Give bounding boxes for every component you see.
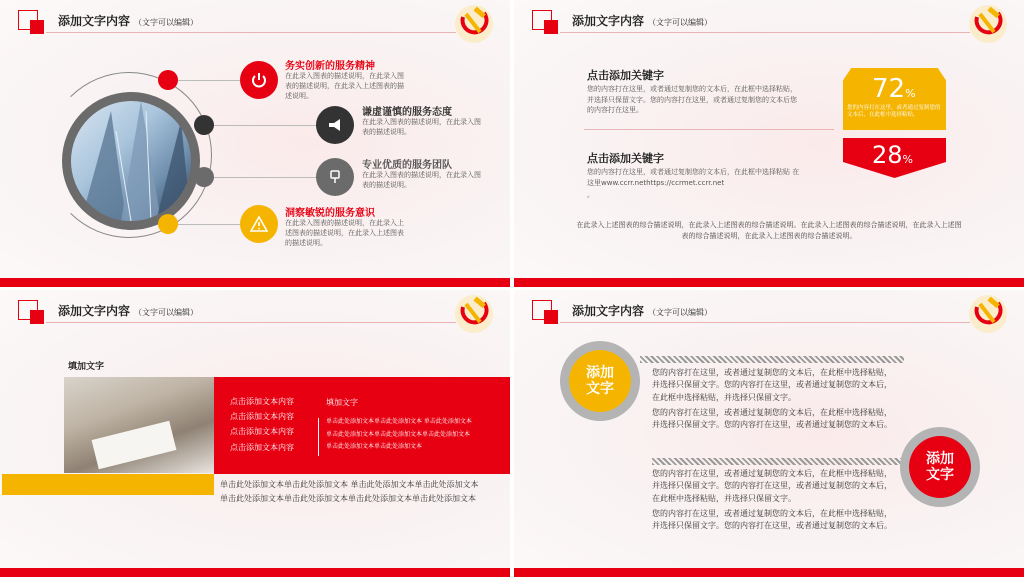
slide-4[interactable] [514, 290, 1024, 577]
header-square-filled [30, 310, 44, 324]
timeline-dot-dark [194, 115, 214, 135]
megaphone-icon [316, 106, 354, 144]
keyword-title-1: 点击添加关键字 [587, 69, 664, 82]
list-item: 点击添加文本内容 [230, 412, 294, 422]
timeline-dot-red [158, 70, 178, 90]
slide-2[interactable] [514, 0, 1024, 287]
list-item: 点击添加文本内容 [230, 442, 294, 452]
slide-title: 添加文字内容 （文字可以编辑） [572, 304, 713, 318]
badge-2: 添加 文字 [909, 436, 971, 498]
slide-title: 添加文字内容 （文字可以编辑） [58, 14, 199, 28]
slide-bottom-bar [0, 568, 510, 577]
service-desc-2: 在此录入图表的描述说明，在此录入图表的描述说明。 [362, 118, 481, 136]
keyword-title-2: 点击添加关键字 [587, 152, 664, 165]
timeline-dot-yellow [158, 214, 178, 234]
hatch-bar-1 [640, 356, 904, 363]
block-rows [326, 416, 472, 454]
timeline-dot-gray [194, 167, 214, 187]
hatch-bar-2 [652, 458, 902, 465]
slide-title: 添加文字内容 （文字可以编辑） [58, 304, 199, 318]
header-rule [46, 32, 456, 33]
paragraph-4: 您的内容打在这里，或者通过复制您的文本后，在此框中选择粘贴，并选择只保留文字。您的内容打在这里，或者通过复制您的文本后。 [652, 509, 892, 531]
city-buildings-photo [62, 92, 200, 230]
slide-bottom-bar [514, 568, 1024, 577]
hammer-sickle-emblem-icon [968, 294, 1008, 334]
list-item: 点击添加文本内容 [230, 427, 294, 437]
hammer-sickle-emblem-icon [968, 4, 1008, 44]
header-square-filled [30, 20, 44, 34]
service-title-3: 专业优质的服务团队 [362, 160, 452, 171]
section-label: 填加文字 [68, 362, 105, 372]
service-desc-4: 在此录入图表的描述说明，在此录入上述图表的描述说明，在此录入上述图表的描述说明。 [285, 219, 404, 247]
chair-icon [316, 158, 354, 196]
slide-bottom-bar [0, 278, 510, 287]
header-rule [560, 322, 970, 323]
stat-desc-1: 您的内容打在这里，或者通过复制您的文本后，在此框中选择粘贴。 [847, 105, 941, 119]
header-square-filled [544, 310, 558, 324]
slide-bottom-bar [514, 278, 1024, 287]
badge-ring-1 [560, 341, 640, 421]
service-title-4: 洞察敏锐的服务意识 [285, 208, 375, 219]
slide-title: 添加文字内容 （文字可以编辑） [572, 14, 713, 28]
list-item: 点击添加文本内容 [230, 397, 294, 406]
hammer-sickle-emblem-icon [454, 294, 494, 334]
badge-1: 添加 文字 [569, 350, 631, 412]
hammer-sickle-emblem-icon [454, 4, 494, 44]
bullet-list [230, 394, 294, 455]
paragraph-2: 您的内容打在这里，或者通过复制您的文本后，在此框中选择粘贴，并选择只保留文字。您的内容打在这里，或者通过复制您的文本后。 [652, 408, 892, 430]
yellow-accent-bar [2, 474, 214, 495]
paragraph-3: 您的内容打在这里，或者通过复制您的文本后，在此框中选择粘贴，并选择只保留文字。您的内容打在这里，或者通过复制您的文本后，在此框中选择粘贴，并选择只保留文字。 [652, 469, 892, 503]
service-title-2: 谦虚谨慎的服务态度 [362, 107, 452, 118]
block-row: 单击此处添加文本单击此处添加文本单击此处添加文本 [326, 430, 471, 438]
block-row: 单击此处添加文本单击此处添加文本 [326, 443, 423, 451]
footer-line-1: 单击此处添加文本单击此处添加文本 单击此处添加文本单击此处添加文本 [220, 480, 479, 489]
slide-1[interactable] [0, 0, 510, 287]
header-rule [560, 32, 970, 33]
keyword-desc-2: 您的内容打在这里，或者通过复制您的文本后，在此框中选择粘贴 在这里www.ccrr.nethttps://ccrmet.ccrr.net [587, 168, 800, 187]
footer-line-2: 单击此处添加文本单击此处添加文本单击此处添加文本单击此处添加文本 [220, 494, 476, 504]
summary-text: 在此录入上述图表的综合描述说明，在此录入上述图表的综合描述说明。在此录入上述图表的综合描述说明，在此录入上述图表的综合描述说明，在此录入上述图表的综合描述说明。 [576, 221, 962, 241]
header-square-filled [544, 20, 558, 34]
keyword-desc-1: 您的内容打在这里，或者通过复制您的文本后，在此框中选择粘贴，并选择只保留文字。您的内容打在这里，或者通过复制您的文本后您的内容打在这里。 [587, 85, 797, 114]
service-desc-3: 在此录入图表的描述说明，在此录入图表的描述说明。 [362, 171, 481, 189]
divider [584, 129, 834, 130]
keyword-desc-2-end: 。 [587, 191, 594, 199]
badge-ring-2 [900, 427, 980, 507]
footer-text [220, 478, 479, 507]
vertical-divider [318, 418, 319, 456]
power-icon [240, 61, 278, 99]
block-row: 单击此处添加文本单击此处添加文本 单击此处添加文本 [326, 418, 472, 425]
service-desc-1: 在此录入图表的描述说明，在此录入图表的描述说明，在此录入上述图表的描述说明。 [285, 72, 404, 100]
connector-line [214, 177, 316, 178]
connector-line [178, 80, 240, 81]
stat-value-1: 72% [872, 74, 916, 104]
paragraph-1: 您的内容打在这里，或者通过复制您的文本后，在此框中选择粘贴，并选择只保留文字。您的内容打在这里，或者通过复制您的文本后，在此框中选择粘贴，并选择只保留文字。 [652, 368, 892, 402]
connector-line [178, 224, 240, 225]
header-rule [46, 322, 456, 323]
slide-3[interactable] [0, 290, 510, 577]
warning-icon [240, 205, 278, 243]
connector-line [214, 125, 316, 126]
block-subtitle: 填加文字 [326, 398, 358, 407]
service-title-1: 务实创新的服务精神 [285, 61, 375, 72]
stat-value-2: 28% [872, 141, 913, 169]
